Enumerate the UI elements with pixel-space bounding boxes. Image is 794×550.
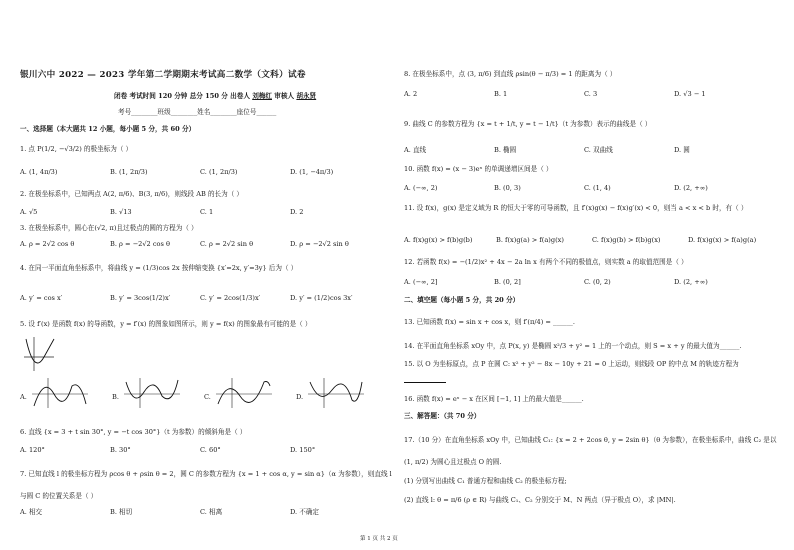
exam-reviewer: 胡永贤 [296, 92, 317, 100]
q5-option-b: B. [112, 393, 119, 401]
question-4: 4. 在同一平面直角坐标系中，将曲线 y = (1/3)cos 2x 按伸缩变换 {x′=2x, y′=3y} 后为（ ） [20, 264, 298, 272]
q9-option-b: B. 椭圆 [494, 146, 517, 154]
q12-option-b: B. (0, 2] [494, 278, 521, 286]
q1-option-c: C. (1, 2π/3) [200, 168, 238, 176]
q5-graph-a [30, 376, 90, 410]
question-7-cont: 与圆 C 的位置关系是（ ） [20, 492, 98, 500]
question-2: 2. 在极坐标系中，已知两点 A(2, π/6)、B(3, π/6)，则线段 AB 的长为（ ） [20, 190, 244, 198]
q4-option-b: B. y′ = 3cos(1/2)x′ [110, 294, 171, 302]
q3-option-c: C. ρ = 2√2 sin θ [200, 240, 254, 248]
q2-option-d: D. 2 [290, 208, 304, 216]
question-3: 3. 在极坐标系中，圆心在(√2, π)且过极点的圆的方程为（ ） [20, 224, 198, 232]
question-6: 6. 直线 {x = 3 + t sin 30°, y = −t cos 30°}（t 为参数）的倾斜角是（ ） [20, 428, 247, 436]
q6-option-d: D. 150° [290, 446, 316, 454]
q3-option-a: A. ρ = 2√2 cos θ [20, 240, 75, 248]
q10-option-c: C. (1, 4) [584, 184, 611, 192]
question-10: 10. 函数 f(x) = (x − 3)eˣ 的单调递增区间是（ ） [404, 165, 553, 173]
q12-option-d: D. (2, +∞) [674, 278, 708, 286]
exam-info [114, 92, 316, 100]
question-14: 14. 在平面直角坐标系 xOy 中，点 P(x, y) 是椭圆 x²/3 + y² = 1 上的一个动点，则 S = x + y 的最大值为______. [404, 342, 742, 350]
q12-option-c: C. (0, 2) [584, 278, 611, 286]
q8-option-c: C. 3 [584, 90, 598, 98]
q10-option-b: B. (0, 3) [494, 184, 521, 192]
q8-option-b: B. 1 [494, 90, 508, 98]
left-column [18, 0, 398, 550]
q6-option-a: A. 120° [20, 446, 45, 454]
q5-graph-c [214, 376, 274, 410]
exam-title: 银川六中 2022 — 2023 学年第二学期期末考试高二数学（文科）试卷 [20, 70, 306, 80]
q6-option-c: C. 60° [200, 446, 221, 454]
q7-option-d: D. 不确定 [290, 508, 320, 516]
q9-option-c: C. 双曲线 [584, 146, 613, 154]
question-9: 9. 曲线 C 的参数方程为 {x = t + 1/t, y = t − 1/t}（t 为参数）表示的曲线是（ ） [404, 120, 652, 128]
q15-answer-blank [404, 376, 446, 383]
exam-info-text: 闭卷 考试时间 120 分钟 总分 150 分 出卷人 [114, 92, 250, 100]
question-7: 7. 已知直线 l 的极坐标方程为 ρcos θ + ρsin θ = 2，圆 C 的参数方程为 {x = 1 + cos α, y = sin α}（α 为参数），则直线 l [20, 470, 392, 478]
q7-option-a: A. 相交 [20, 508, 43, 516]
question-11: 11. 设 f(x)，g(x) 是定义域为 R 的恒大于零的可导函数，且 f′(x)g(x) − f(x)g′(x) < 0，则当 a < x < b 时，有（ ） [404, 204, 748, 212]
question-5: 5. 设 f′(x) 是函数 f(x) 的导函数，y = f′(x) 的图象如图所示，则 y = f(x) 的图象最有可能的是（ ） [20, 320, 312, 328]
section-3-heading: 三、解答题：（共 70 分） [404, 412, 481, 420]
q4-option-a: A. y′ = cos x′ [20, 294, 63, 302]
q10-option-a: A. (−∞, 2) [404, 184, 438, 192]
q5-option-a: A. [20, 393, 27, 401]
student-id-fields: 考号________班级________姓名________座位号______ [118, 108, 277, 116]
section-1-heading: 一、选择题（本大题共 12 小题，每小题 5 分，共 60 分） [20, 125, 196, 133]
q3-option-b: B. ρ = −2√2 cos θ [110, 240, 170, 248]
q4-option-c: C. y′ = 2cos(1/3)x′ [200, 294, 261, 302]
q8-option-d: D. √3 − 1 [674, 90, 706, 98]
question-17-part-2: (2) 直线 l: θ = π/6 (ρ ∈ R) 与曲线 C₁、C₂ 分别交于 M、N 两点（异于极点 O），求 |MN|. [404, 496, 676, 504]
exam-reviewer-label: 审核人 [274, 92, 295, 100]
q4-option-d: D. y′ = (1/2)cos 3x′ [290, 294, 353, 302]
q2-option-b: B. √13 [110, 208, 132, 216]
page-footer: 第 1 页 共 2 页 [360, 536, 398, 542]
right-column [404, 0, 784, 550]
question-12: 12. 若函数 f(x) = −(1/2)x² + 4x − 2a ln x 有两个不同的极值点，则实数 a 的取值范围是（ ） [404, 258, 688, 266]
q7-option-b: B. 相切 [110, 508, 133, 516]
question-16: 16. 函数 f(x) = eˣ − x 在区间 [−1, 1] 上的最大值是______. [404, 395, 584, 403]
q2-option-c: C. 1 [200, 208, 214, 216]
q11-option-b: B. f(x)g(a) > f(a)g(x) [496, 236, 564, 244]
q5-graph-b [122, 376, 182, 410]
q5-graph-d [306, 376, 366, 410]
q1-option-b: B. (1, 2π/3) [110, 168, 148, 176]
q5-option-d: D. [296, 393, 304, 401]
q11-option-c: C. f(x)g(b) > f(b)g(x) [592, 236, 661, 244]
question-15: 15. 以 O 为坐标原点，点 P 在圆 C: x² + y² − 8x − 10y + 21 = 0 上运动，则线段 OP 的中点 M 的轨迹方程为 [404, 360, 739, 368]
section-2-heading: 二、填空题（每小题 5 分，共 20 分） [404, 296, 520, 304]
q12-option-a: A. (−∞, 2] [404, 278, 438, 286]
q5-option-c: C. [204, 393, 211, 401]
question-13: 13. 已知函数 f(x) = sin x + cos x，则 f′(π/4) = ______. [404, 318, 575, 326]
q7-option-c: C. 相离 [200, 508, 223, 516]
q10-option-d: D. (2, +∞) [674, 184, 708, 192]
q11-option-d: D. f(x)g(x) > f(a)g(a) [688, 236, 757, 244]
q6-option-b: B. 30° [110, 446, 131, 454]
question-1: 1. 点 P(1/2, −√3/2) 的极坐标为（ ） [20, 145, 133, 153]
q2-option-a: A. √5 [20, 208, 38, 216]
question-17: 17.（10 分）在直角坐标系 xOy 中，已知曲线 C₁: {x = 2 + 2cos θ, y = 2sin θ}（θ 为参数），在极坐标系中，曲线 C₂ 是以 [404, 436, 777, 444]
q8-option-a: A. 2 [404, 90, 418, 98]
q9-option-a: A. 直线 [404, 146, 427, 154]
q11-option-a: A. f(x)g(x) > f(b)g(b) [404, 236, 473, 244]
q9-option-d: D. 圆 [674, 146, 690, 154]
exam-author: 刘梅红 [252, 92, 272, 100]
question-17-cont: (1, π/2) 为圆心且过极点 O 的圆. [404, 458, 502, 466]
q3-option-d: D. ρ = −2√2 sin θ [290, 240, 349, 248]
question-17-part-1: (1) 分别写出曲线 C₁ 普通方程和曲线 C₂ 的极坐标方程; [404, 477, 567, 485]
question-8: 8. 在极坐标系中，点 (3, π/6) 到直线 ρsin(θ − π/3) = 1 的距离为（ ） [404, 70, 617, 78]
derivative-graph [22, 335, 56, 373]
q1-option-d: D. (1, −4π/3) [290, 168, 334, 176]
q1-option-a: A. (1, 4π/3) [20, 168, 58, 176]
